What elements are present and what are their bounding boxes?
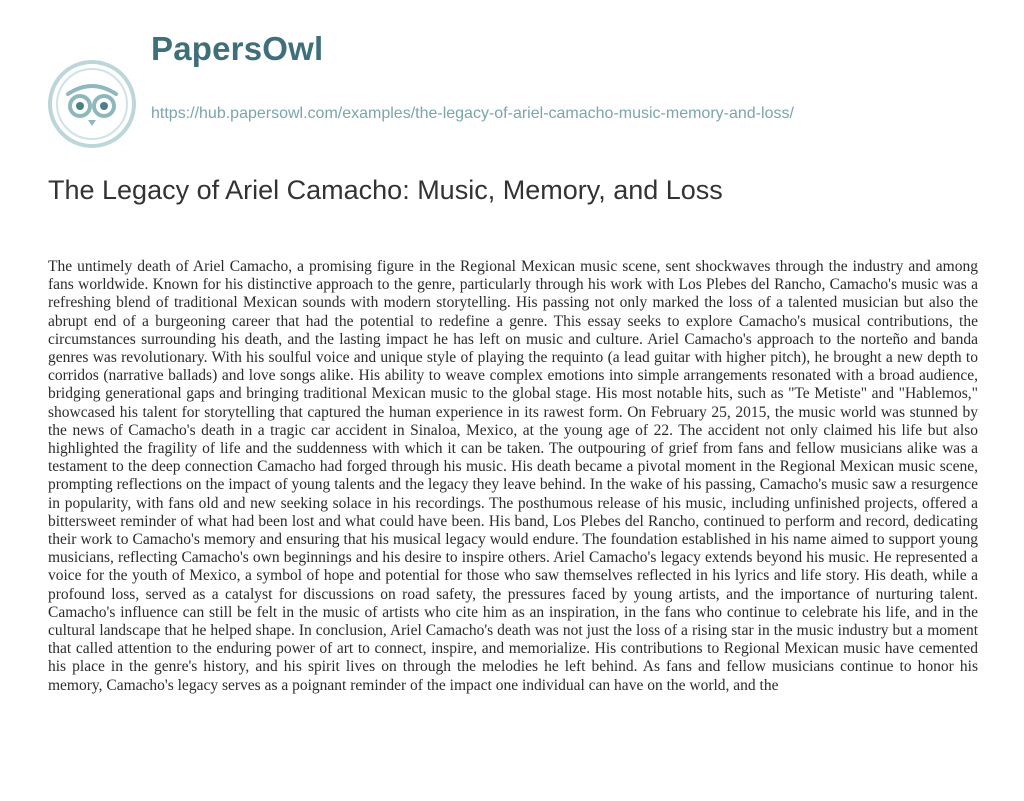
essay-body: The untimely death of Ariel Camacho, a promising figure in the Regional Mexican music scene, sent shockwaves through the industry and among fans worldwide. Known for his distinctive approach to the genre, particularly through his work with Los Plebes del Rancho, Camacho's music was a refreshing blend of traditional Mexican sounds with modern storytelling. His passing not only marked the loss of a talented musician but also the abrupt end of a burgeoning career that had the potential to redefine a genre. This essay seeks to explore Camacho's musical contributions, the circumstances surrounding his death, and the lasting impact he has left on music and culture. Ariel Camacho's approach to the norteño and banda genres was revolutionary. With his soulful voice and unique style of playing the requinto (a lead guitar with higher pitch), he brought a new depth to corridos (narrative ballads) and love songs alike. His ability to weave complex emotions into simple arrangements resonated with a broad audience, bridging generational gaps and bringing traditional Mexican music to the global stage. His most notable hits, such as "Te Metiste" and "Hablemos," showcased his talent for storytelling that captured the human experience in its rawest form. On February 25, 2015, the music world was stunned by the news of Camacho's death in a tragic car accident in Sinaloa, Mexico, at the young age of 22. The accident not only claimed his life but also highlighted the fragility of life and the suddenness with which it can be taken. The outpouring of grief from fans and fellow musicians alike was a testament to the deep connection Camacho had forged through his music. His death became a pivotal moment in the Regional Mexican music scene, prompting reflections on the impact of young talents and the legacy they leave behind. In the wake of his passing, Camacho's music saw a resurgence in popularity, with fans old and new seeking solace in his recordings. The posthumous release of his music, including unfinished projects, offered a bittersweet reminder of what had been lost and what could have been. His band, Los Plebes del Rancho, continued to perform and record, dedicating their work to Camacho's memory and ensuring that his musical legacy would endure. The foundation established in his name aimed to support young musicians, reflecting Camacho's own beginnings and his desire to inspire others. Ariel Camacho's legacy extends beyond his music. He represented a voice for the youth of Mexico, a symbol of hope and potential for those who saw themselves reflected in his lyrics and life story. His death, while a profound loss, served as a catalyst for discussions on road safety, the pressures faced by young artists, and the importance of nurturing talent. Camacho's influence can still be felt in the music of artists who cite him as an inspiration, in the fans who continue to celebrate his life, and in the cultural landscape that he helped shape. In conclusion, Ariel Camacho's death was not just the loss of a rising star in the music industry but a moment that called attention to the enduring power of art to connect, inspire, and memorialize. His contributions to Regional Mexican music have cemented his place in the genre's history, and his spirit lives on through the melodies he left behind. As fans and fellow musicians continue to honor his memory, Camacho's legacy serves as a poignant reminder of the impact one individual can have on the world, and the — [48, 258, 978, 694]
owl-logo-icon — [48, 60, 136, 148]
brand-name: PapersOwl — [151, 30, 324, 67]
site-header — [48, 30, 988, 140]
page-url-link[interactable]: https://hub.papersowl.com/examples/the-legacy-of-ariel-camacho-music-memory-and-loss/ — [151, 105, 794, 122]
essay-title: The Legacy of Ariel Camacho: Music, Memory, and Loss — [48, 175, 723, 205]
